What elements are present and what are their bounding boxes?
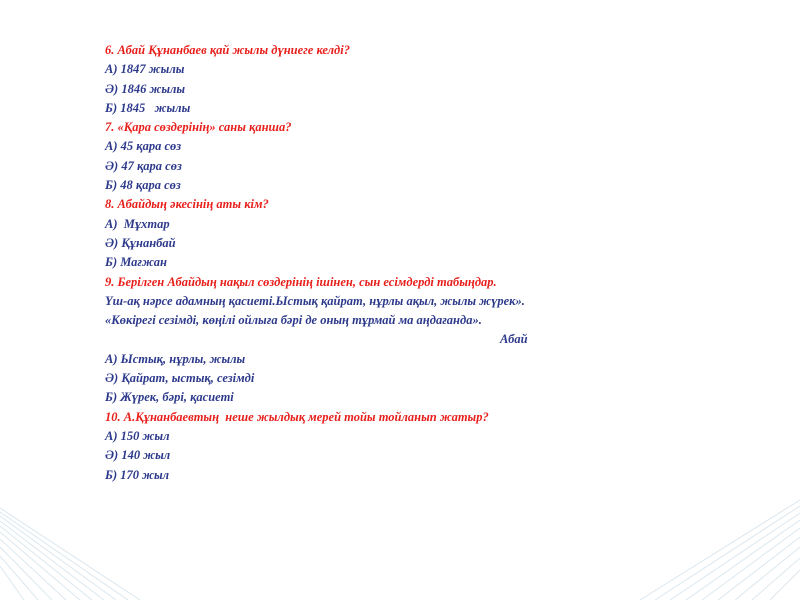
answer-7-a: А) 45 қара сөз — [105, 139, 182, 154]
quote-line-1: Үш-ақ нәрсе адамның қасиеті.Ыстық қайрат, нұрлы ақыл, жылы жүрек». — [105, 293, 525, 308]
answer-6-b: Б) 1845 жылы — [105, 100, 191, 115]
quote-line-2: «Көкірегі сезімді, көңілі ойлыға бәрі де оның тұрмай ма аңдағанда». — [105, 313, 482, 328]
question-10: 10. А.Құнанбаевтың неше жылдық мерей тойы тойланып жатыр? — [105, 409, 489, 424]
question-8: 8. Абайдың әкесінің аты кім? — [105, 197, 269, 212]
answer-10-b: Б) 170 жыл — [105, 467, 170, 482]
answer-9-a: А) Ыстық, нұрлы, жылы — [105, 351, 246, 366]
answer-6-ae: Ә) 1846 жылы — [105, 81, 186, 96]
question-6: 6. Абай Құнанбаев қай жылы дүниеге келді? — [105, 43, 350, 57]
answer-10-a: А) 150 жыл — [105, 428, 170, 443]
answer-8-b: Б) Мағжан — [105, 255, 167, 270]
quote-author: Абай — [500, 332, 528, 347]
answer-8-ae: Ә) Құнанбай — [105, 235, 176, 250]
question-7: 7. «Қара сөздерінің» саны қанша? — [105, 120, 292, 135]
answer-7-ae: Ә) 47 қара сөз — [105, 158, 182, 173]
answer-7-b: Б) 48 қара сөз — [105, 178, 181, 193]
answer-9-ae: Ә) Қайрат, ыстық, сезімді — [105, 371, 255, 386]
answer-10-ae: Ә) 140 жыл — [105, 448, 171, 463]
answer-8-a: А) Мұхтар — [105, 216, 170, 231]
question-9: 9. Берілген Абайдың нақыл сөздерінің ішінен, сын есімдерді табыңдар. — [105, 274, 497, 289]
quiz-text-block — [105, 41, 705, 485]
answer-6-a: А) 1847 жылы — [105, 62, 185, 77]
answer-9-b: Б) Жүрек, бәрі, қасиеті — [105, 390, 234, 405]
